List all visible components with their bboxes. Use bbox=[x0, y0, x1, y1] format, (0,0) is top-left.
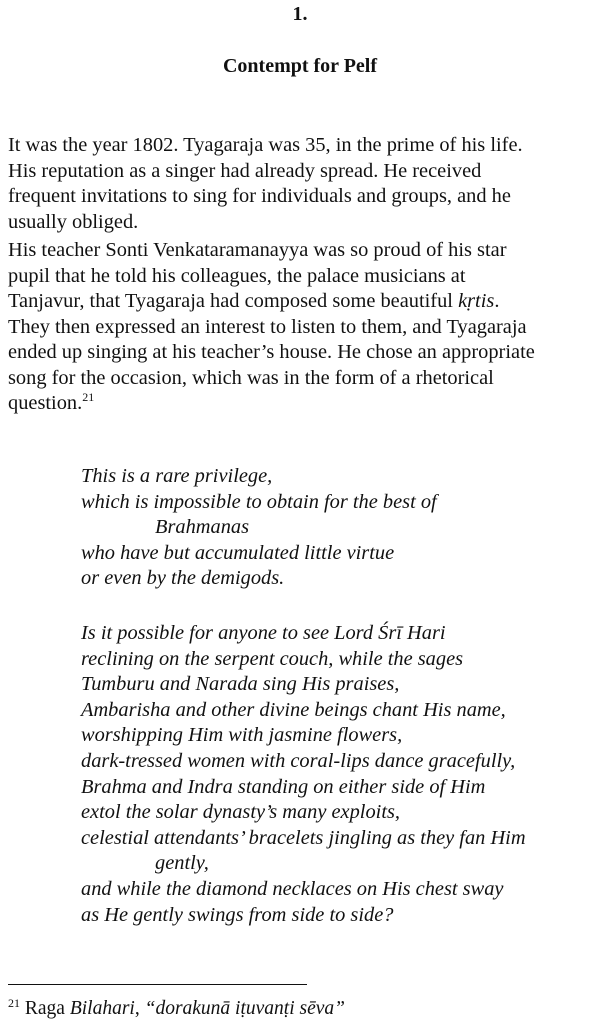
chapter-number: 1. bbox=[292, 3, 308, 25]
paragraph-line: It was the year 1802. Tyagaraja was 35, in the prime of his life. bbox=[8, 134, 523, 156]
paragraph-line: song for the occasion, which was in the form of a rhetorical bbox=[8, 366, 494, 389]
poem-line: and while the diamond necklaces on His chest sway bbox=[81, 877, 504, 900]
chapter-title: Contempt for Pelf bbox=[222, 55, 378, 77]
song-title: “dorakunā iṭuvanṭi sēva” bbox=[144, 998, 346, 1019]
poem-stanza-2 bbox=[81, 621, 596, 928]
poem-line: or even by the demigods. bbox=[81, 567, 285, 590]
poem-line: as He gently swings from side to side? bbox=[81, 903, 394, 926]
paragraph-line: pupil that he told his colleagues, the palace musicians at bbox=[8, 264, 466, 287]
paragraph-line bbox=[8, 391, 598, 417]
paragraph-text: Tanjavur, that Tyagaraja had composed some beautiful bbox=[8, 290, 459, 312]
paragraph-intro bbox=[8, 133, 598, 235]
footnote bbox=[8, 997, 598, 1021]
poem-line: dark-tressed women with coral-lips dance gracefully, bbox=[81, 749, 516, 772]
poem-line: celestial attendants’ bracelets jingling as they fan Him bbox=[81, 826, 526, 849]
poem-stanza-1 bbox=[81, 464, 596, 592]
paragraph-teacher bbox=[8, 238, 598, 417]
poem-line: Ambarisha and other divine beings chant His name, bbox=[81, 698, 506, 721]
kritis-term: kṛtis bbox=[458, 290, 495, 312]
paragraph-text: . bbox=[494, 290, 500, 312]
poem-line: gently, bbox=[155, 852, 209, 875]
poem-line: reclining on the serpent couch, while the sages bbox=[81, 647, 464, 670]
footnote-text: , bbox=[134, 998, 145, 1019]
paragraph-line: usually obliged. bbox=[8, 210, 139, 233]
footnote-divider bbox=[8, 984, 307, 985]
paragraph-line: frequent invitations to sing for individuals and groups, and he bbox=[8, 185, 511, 207]
raga-name: Bilahari bbox=[69, 998, 135, 1019]
poem-line: Is it possible for anyone to see Lord Śrī Hari bbox=[81, 622, 446, 644]
poem-line: who have but accumulated little virtue bbox=[81, 541, 395, 564]
poem-line: Brahma and Indra standing on either side of Him bbox=[81, 775, 486, 798]
poem-line: which is impossible to obtain for the best of bbox=[81, 490, 437, 513]
paragraph-text: question. bbox=[8, 392, 83, 414]
paragraph-line: His reputation as a singer had already spread. He received bbox=[8, 159, 482, 182]
paragraph-line: ended up singing at his teacher’s house. He chose an appropriate bbox=[8, 341, 535, 363]
footnote-reference: 21 bbox=[82, 390, 95, 404]
poem-line: worshipping Him with jasmine flowers, bbox=[81, 724, 403, 747]
poem-line: extol the solar dynasty’s many exploits, bbox=[81, 801, 401, 824]
footnote-text: Raga bbox=[20, 998, 70, 1019]
poem-line: This is a rare privilege, bbox=[81, 465, 273, 487]
paragraph-line: They then expressed an interest to listen to them, and Tyagaraja bbox=[8, 315, 527, 338]
paragraph-line bbox=[8, 289, 598, 315]
paragraph-line: His teacher Sonti Venkataramanayya was so proud of his star bbox=[8, 239, 507, 261]
poem-line: Tumburu and Narada sing His praises, bbox=[81, 673, 400, 696]
footnote-number: 21 bbox=[8, 996, 20, 1010]
poem-line: Brahmanas bbox=[155, 516, 250, 539]
